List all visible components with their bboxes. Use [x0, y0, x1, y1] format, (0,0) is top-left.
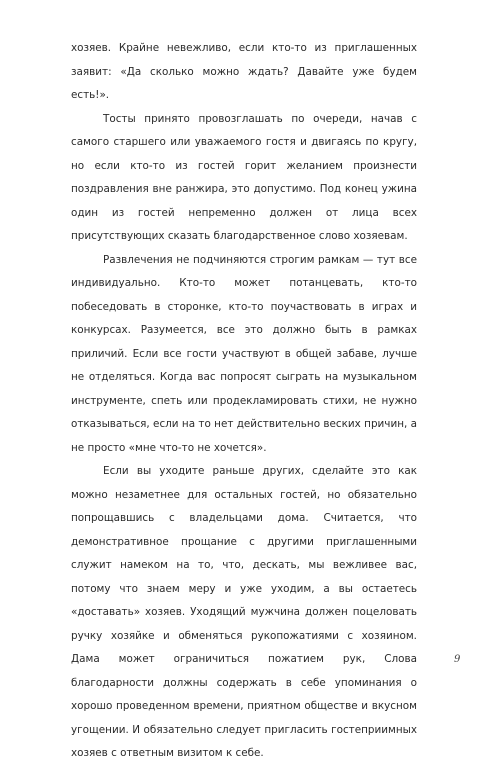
paragraph-continuation: хозяев. Крайне невежливо, если кто-то из приглашенных заявит: «Да сколько можно ждать? Давайте уже будем есть!».: [71, 42, 417, 101]
page-number: 9: [454, 654, 461, 665]
paragraph-toasts: Тосты принято провозглашать по очереди, начав с самого старшего или уважаемого гостя и двигаясь по кругу, но если кто-то из гостей горит желанием произнести поздравления вне ранжира, это допустимо. Под конец ужина один из гостей непременно должен от лица всех присутствующих сказать благодарственное слово хозяевам.: [71, 112, 417, 242]
body-text: [71, 37, 417, 766]
paragraph-leaving-early: Если вы уходите раньше других, сделайте это как можно незаметнее для остальных гостей, но обязательно попрощавшись с владельцами дома. Считается, что демонстративное прощание с другими приглашенными служит намеком на то, что, дескать, мы вежливее вас, потому что знаем меру и уже уходим, а вы остаетесь «доставать» хозяев. Уходящий мужчина должен поцеловать ручку хозяйке и обменяться рукопожатиями с хозяином. Дама может ограничиться пожатием рук, Слова благодарности должны содержать в себе упоминания о хорошо проведенном времени, приятном обществе и вкусном угощении. И обязательно следует пригласить гостеприимных хозяев с ответным визитом к себе.: [71, 465, 417, 759]
paragraph-entertainment: Развлечения не подчиняются строгим рамкам — тут все индивидуально. Кто-то может потанцевать, кто-то побеседовать в сторонке, кто-то поучаствовать в играх и конкурсах. Разумеется, все это должно быть в рамках приличий. Если все гости участвуют в общей забаве, лучше не отделяться. Когда вас попросят сыграть на музыкальном инструменте, спеть или продекламировать стихи, не нужно отказываться, если на то нет действительно веских причин, а не просто «мне что-то не хочется».: [71, 253, 417, 454]
